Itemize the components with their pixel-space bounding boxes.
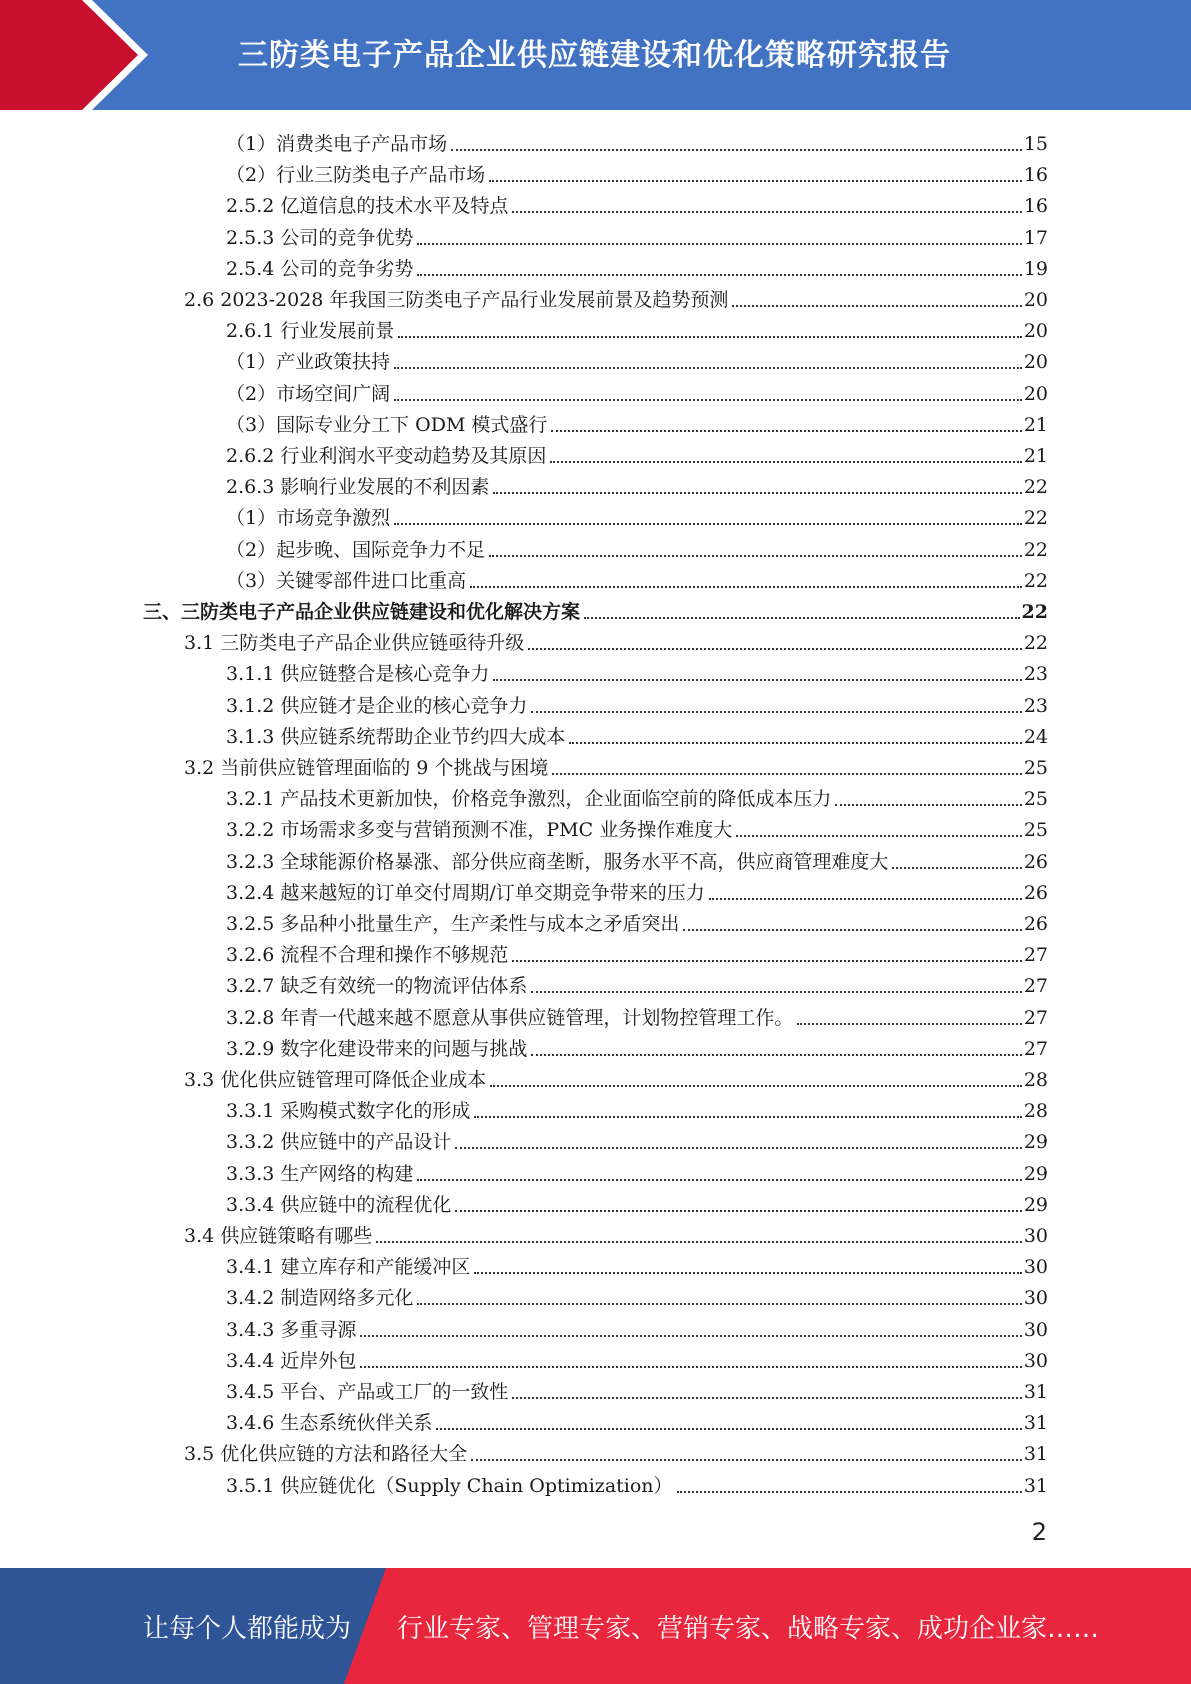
toc-dot-leader <box>683 929 1021 931</box>
toc-entry-page: 30 <box>1023 1349 1048 1372</box>
toc-entry-label: 3.3.3 生产网络的构建 <box>226 1162 414 1185</box>
toc-entry-page: 21 <box>1023 413 1048 436</box>
toc-entry-label: 3.3.2 供应链中的产品设计 <box>226 1131 452 1154</box>
toc-entry-label: 2.5.2 亿道信息的技术水平及特点 <box>226 195 509 218</box>
toc-entry-page: 29 <box>1023 1131 1048 1154</box>
toc-entry[interactable] <box>226 721 1048 751</box>
toc-dot-leader <box>512 960 1021 962</box>
toc-entry-page: 30 <box>1023 1225 1048 1247</box>
toc-entry-page: 24 <box>1023 725 1048 748</box>
toc-entry-page: 31 <box>1023 1443 1048 1466</box>
toc-entry-label: 3.3 优化供应链管理可降低企业成本 <box>184 1069 487 1091</box>
toc-entry[interactable] <box>184 1064 1048 1094</box>
toc-entry-label: 2.6.2 行业利润水平变动趋势及其原因 <box>226 445 547 467</box>
toc-entry[interactable] <box>184 627 1048 657</box>
toc-dot-leader <box>550 461 1021 463</box>
toc-entry[interactable] <box>226 1189 1048 1219</box>
toc-entry-page: 17 <box>1023 226 1048 249</box>
toc-entry-label: 3.2.8 年青一代越来越不愿意从事供应链管理，计划物控管理工作。 <box>226 1006 794 1029</box>
toc-entry-label: 3.5.1 供应链优化（Supply Chain Optimization） <box>226 1474 673 1497</box>
toc-entry-label: 三、三防类电子产品企业供应链建设和优化解决方案 <box>143 601 581 623</box>
toc-dot-leader <box>360 1335 1021 1337</box>
toc-entry[interactable] <box>226 222 1048 252</box>
toc-entry-label: 2.5.4 公司的竞争劣势 <box>226 257 414 280</box>
toc-entry-page: 20 <box>1023 320 1048 343</box>
toc-entry[interactable] <box>184 1220 1048 1250</box>
page-header <box>0 0 1191 110</box>
toc-entry[interactable] <box>226 1158 1048 1188</box>
toc-dot-leader <box>736 835 1022 837</box>
toc-entry-label: 3.2.5 多品种小批量生产，生产柔性与成本之矛盾突出 <box>226 913 680 935</box>
toc-dot-leader <box>474 1272 1021 1274</box>
toc-entry-label: 3.2.1 产品技术更新加快，价格竞争激烈，企业面临空前的降低成本压力 <box>226 788 832 811</box>
toc-entry-label: 3.1.1 供应链整合是核心竞争力 <box>226 663 490 686</box>
toc-entry[interactable] <box>226 783 1048 813</box>
toc-entry-label: （2）起步晚、国际竞争力不足 <box>226 538 486 561</box>
toc-entry-label: 3.1.2 供应链才是企业的核心竞争力 <box>226 694 528 717</box>
toc-dot-leader <box>493 679 1021 681</box>
toc-dot-leader <box>531 1054 1021 1056</box>
toc-entry-page: 22 <box>1023 569 1048 592</box>
toc-entry[interactable] <box>226 409 1048 439</box>
toc-entry[interactable] <box>226 190 1048 220</box>
toc-entry[interactable] <box>226 1376 1048 1406</box>
toc-entry-page: 22 <box>1023 507 1048 530</box>
toc-entry-page: 29 <box>1023 1193 1048 1216</box>
toc-dot-leader <box>489 555 1022 557</box>
toc-entry[interactable] <box>226 534 1048 564</box>
toc-entry-page: 22 <box>1023 476 1048 499</box>
toc-entry-label: 3.1.3 供应链系统帮助企业节约四大成本 <box>226 725 566 748</box>
toc-entry[interactable] <box>226 1002 1048 1032</box>
toc-entry[interactable] <box>226 1251 1048 1281</box>
toc-entry[interactable] <box>184 752 1048 782</box>
toc-entry-label: （2）市场空间广阔 <box>226 382 391 405</box>
toc-entry-page: 31 <box>1023 1412 1048 1435</box>
toc-entry-page: 15 <box>1023 133 1048 155</box>
toc-entry-page: 22 <box>1023 632 1048 655</box>
toc-dot-leader <box>455 1147 1021 1149</box>
toc-entry-label: 3.2.9 数字化建设带来的问题与挑战 <box>226 1037 528 1060</box>
toc-entry-label: 2.6 2023-2028 年我国三防类电子产品行业发展前景及趋势预测 <box>184 289 729 311</box>
toc-dot-leader <box>474 1116 1021 1118</box>
toc-entry-label: （1）市场竞争激烈 <box>226 507 391 530</box>
toc-dot-leader <box>394 399 1022 401</box>
toc-entry-page: 28 <box>1023 1100 1048 1123</box>
page-number: 2 <box>1031 1518 1047 1546</box>
toc-entry-page: 30 <box>1023 1287 1048 1310</box>
toc-entry-label: 2.5.3 公司的竞争优势 <box>226 226 414 249</box>
toc-entry-label: （3）国际专业分工下 ODM 模式盛行 <box>226 413 548 436</box>
toc-entry-page: 19 <box>1023 257 1048 280</box>
toc-dot-leader <box>394 367 1022 369</box>
toc-entry[interactable] <box>184 1438 1048 1468</box>
toc-entry-page: 27 <box>1023 975 1048 998</box>
toc-entry[interactable] <box>226 346 1048 376</box>
toc-dot-leader <box>490 1085 1022 1087</box>
toc-entry[interactable] <box>226 690 1048 720</box>
toc-entry-page: 27 <box>1023 944 1048 967</box>
toc-dot-leader <box>436 1428 1021 1430</box>
toc-entry-page: 30 <box>1023 1318 1048 1341</box>
toc-entry-page: 22 <box>1023 538 1048 561</box>
toc-dot-leader <box>417 1303 1021 1305</box>
toc-entry-page: 20 <box>1023 289 1048 311</box>
toc-entry-label: 3.2 当前供应链管理面临的 9 个挑战与困境 <box>184 757 549 779</box>
toc-entry[interactable] <box>226 1033 1048 1063</box>
toc-dot-leader <box>512 211 1021 213</box>
toc-dot-leader <box>569 742 1021 744</box>
toc-entry-page: 23 <box>1023 663 1048 686</box>
toc-entry[interactable] <box>226 658 1048 688</box>
toc-dot-leader <box>394 523 1022 525</box>
toc-dot-leader <box>584 617 1020 619</box>
toc-entry[interactable] <box>226 159 1048 189</box>
toc-dot-leader <box>528 648 1022 650</box>
toc-entry-label: 3.4.5 平台、产品或工厂的一致性 <box>226 1381 509 1403</box>
toc-entry[interactable] <box>226 1407 1048 1437</box>
toc-entry-label: 3.5 优化供应链的方法和路径大全 <box>184 1443 468 1466</box>
toc-dot-leader <box>471 1459 1022 1461</box>
toc-entry-page: 27 <box>1023 1006 1048 1029</box>
toc-entry[interactable] <box>226 502 1048 532</box>
toc-entry-label: 3.2.4 越来越短的订单交付周期/订单交期竞争带来的压力 <box>226 881 705 904</box>
toc-dot-leader <box>552 773 1021 775</box>
toc-entry[interactable] <box>226 253 1048 283</box>
toc-entry[interactable] <box>226 440 1048 470</box>
toc-dot-leader <box>470 586 1022 588</box>
toc-dot-leader <box>709 898 1022 900</box>
toc-entry-page: 26 <box>1023 913 1048 935</box>
toc-dot-leader <box>732 305 1021 307</box>
toc-dot-leader <box>797 1023 1021 1025</box>
toc-entry-page: 20 <box>1023 351 1048 374</box>
toc-dot-leader <box>398 336 1021 338</box>
toc-dot-leader <box>417 243 1021 245</box>
toc-entry[interactable] <box>226 908 1048 938</box>
toc-entry-page: 31 <box>1023 1474 1048 1497</box>
toc-entry[interactable] <box>143 596 1048 626</box>
toc-entry-page: 16 <box>1023 164 1048 187</box>
toc-entry-label: 3.4.6 生态系统伙伴关系 <box>226 1412 433 1435</box>
toc-entry-page: 26 <box>1023 850 1048 873</box>
toc-entry-label: 3.4.4 近岸外包 <box>226 1349 357 1372</box>
toc-entry-label: 3.3.4 供应链中的流程优化 <box>226 1193 452 1216</box>
toc-dot-leader <box>360 1366 1021 1368</box>
toc-entry[interactable] <box>226 1126 1048 1156</box>
toc-dot-leader <box>835 804 1021 806</box>
toc-entry-page: 29 <box>1023 1162 1048 1185</box>
toc-dot-leader <box>451 149 1022 151</box>
toc-entry[interactable] <box>226 877 1048 907</box>
toc-dot-leader <box>677 1491 1022 1493</box>
toc-entry[interactable] <box>184 284 1048 314</box>
toc-dot-leader <box>489 180 1022 182</box>
toc-entry[interactable] <box>226 846 1048 876</box>
toc-entry-label: 3.2.6 流程不合理和操作不够规范 <box>226 944 509 967</box>
toc-entry-label: 3.4.3 多重寻源 <box>226 1318 357 1341</box>
toc-entry-page: 27 <box>1023 1037 1048 1060</box>
toc-dot-leader <box>455 1210 1021 1212</box>
report-title: 三防类电子产品企业供应链建设和优化策略研究报告 <box>238 38 951 73</box>
toc-entry[interactable] <box>226 315 1048 345</box>
toc-dot-leader <box>417 1179 1021 1181</box>
toc-entry-page: 25 <box>1023 757 1048 779</box>
toc-entry[interactable] <box>226 814 1048 844</box>
toc-entry-page: 30 <box>1023 1256 1048 1279</box>
toc-entry-label: （1）产业政策扶持 <box>226 351 391 374</box>
toc-entry-label: 3.2.3 全球能源价格暴涨、部分供应商垄断，服务水平不高，供应商管理难度大 <box>226 850 889 873</box>
toc-entry-page: 28 <box>1023 1069 1048 1091</box>
toc-entry[interactable] <box>226 471 1048 501</box>
toc-entry[interactable] <box>226 939 1048 969</box>
toc-entry-label: 3.2.2 市场需求多变与营销预测不准，PMC 业务操作难度大 <box>226 819 733 842</box>
toc-entry-label: 2.6.1 行业发展前景 <box>226 320 395 343</box>
toc-dot-leader <box>531 991 1021 993</box>
toc-entry-label: 3.4.1 建立库存和产能缓冲区 <box>226 1256 471 1279</box>
toc-dot-leader <box>531 711 1021 713</box>
toc-entry-page: 26 <box>1023 881 1048 904</box>
toc-dot-leader <box>551 430 1021 432</box>
toc-dot-leader <box>376 1241 1022 1243</box>
footer-slogan-right: 行业专家、管理专家、营销专家、战略专家、成功企业家…… <box>397 1614 1100 1644</box>
toc-entry-page: 31 <box>1023 1381 1048 1403</box>
toc-entry-label: （1）消费类电子产品市场 <box>226 133 448 155</box>
toc-entry[interactable] <box>226 1095 1048 1125</box>
toc-entry-label: （3）关键零部件进口比重高 <box>226 569 467 592</box>
toc-entry-label: 3.3.1 采购模式数字化的形成 <box>226 1100 471 1123</box>
toc-entry-label: 2.6.3 影响行业发展的不利因素 <box>226 476 490 499</box>
page-footer <box>0 1568 1191 1684</box>
toc-dot-leader <box>493 492 1021 494</box>
toc-dot-leader <box>417 274 1021 276</box>
toc-entry-page: 20 <box>1023 382 1048 405</box>
toc-dot-leader <box>892 867 1021 869</box>
toc-entry[interactable] <box>226 970 1048 1000</box>
toc-entry-label: 3.4.2 制造网络多元化 <box>226 1287 414 1310</box>
toc-entry[interactable] <box>226 1345 1048 1375</box>
toc-entry[interactable] <box>226 1470 1048 1500</box>
toc-entry[interactable] <box>226 1314 1048 1344</box>
toc-entry[interactable] <box>226 128 1048 158</box>
toc-entry-page: 23 <box>1023 694 1048 717</box>
footer-slogan-left: 让每个人都能成为 <box>143 1614 352 1644</box>
toc-entry-page: 21 <box>1023 445 1048 467</box>
toc-entry-page: 16 <box>1023 195 1048 218</box>
toc-entry-page: 22 <box>1021 601 1048 623</box>
toc-entry[interactable] <box>226 378 1048 408</box>
toc-entry-label: 3.4 供应链策略有哪些 <box>184 1225 373 1247</box>
toc-entry-page: 25 <box>1023 819 1048 842</box>
toc-entry[interactable] <box>226 1282 1048 1312</box>
toc-entry-label: 3.2.7 缺乏有效统一的物流评估体系 <box>226 975 528 998</box>
toc-entry[interactable] <box>226 565 1048 595</box>
toc-entry-page: 25 <box>1023 788 1048 811</box>
toc-dot-leader <box>512 1397 1021 1399</box>
toc-entry-label: 3.1 三防类电子产品企业供应链亟待升级 <box>184 632 525 655</box>
toc-entry-label: （2）行业三防类电子产品市场 <box>226 164 486 187</box>
